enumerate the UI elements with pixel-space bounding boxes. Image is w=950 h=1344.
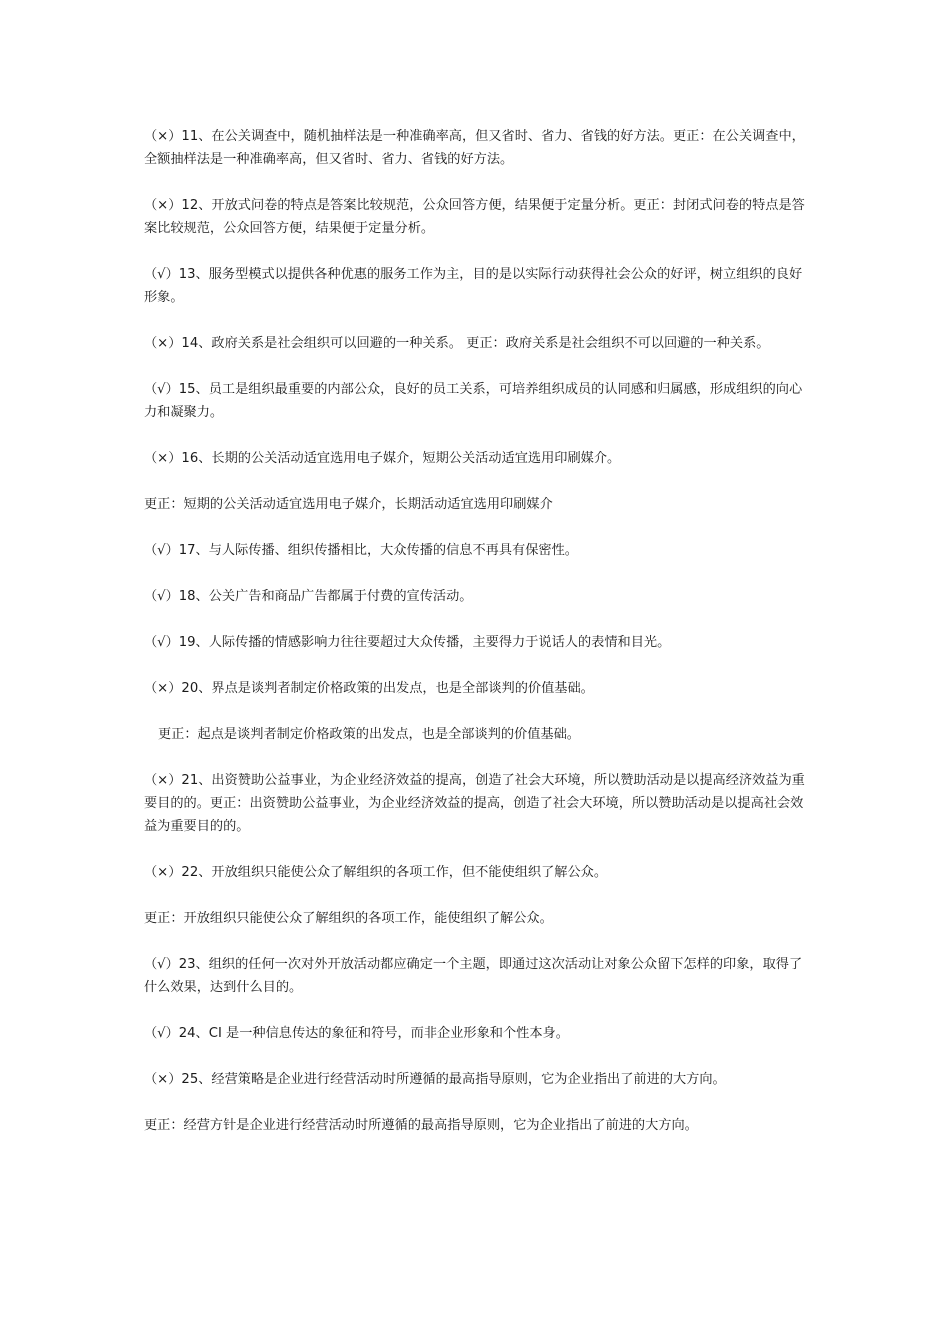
paragraph: 更正：经营方针是企业进行经营活动时所遵循的最高指导原则，它为企业指出了前进的大方向。 xyxy=(144,1118,698,1133)
paragraph: （×）14、政府关系是社会组织可以回避的一种关系。 更正：政府关系是社会组织不可以回避的一种关系。 xyxy=(144,336,770,351)
paragraph: 更正：短期的公关活动适宜选用电子媒介，长期活动适宜选用印刷媒介 xyxy=(144,497,553,512)
paragraph: （√）15、员工是组织最重要的内部公众，良好的员工关系，可培养组织成员的认同感和归属感，形成组织的向心力和凝聚力。 xyxy=(144,382,803,420)
paragraph: （×）25、经营策略是企业进行经营活动时所遵循的最高指导原则，它为企业指出了前进的大方向。 xyxy=(144,1072,726,1087)
paragraph: （×）20、界点是谈判者制定价格政策的出发点，也是全部谈判的价值基础。 xyxy=(144,681,594,696)
paragraph: （√）24、CI 是一种信息传达的象征和符号，而非企业形象和个性本身。 xyxy=(144,1026,569,1041)
paragraph: 更正：开放组织只能使公众了解组织的各项工作，能使组织了解公众。 xyxy=(144,911,553,926)
paragraph: （×）21、出资赞助公益事业，为企业经济效益的提高，创造了社会大环境，所以赞助活动是以提高经济效益为重要目的的。更正：出资赞助公益事业，为企业经济效益的提高，创造了社会大环境，所以赞助活动是以提高社会效益为重要目的的。 xyxy=(144,773,805,834)
paragraph: 更正：起点是谈判者制定价格政策的出发点，也是全部谈判的价值基础。 xyxy=(158,727,580,742)
paragraph: （×）11、在公关调查中，随机抽样法是一种准确率高，但又省时、省力、省钱的好方法。更正：在公关调查中，全额抽样法是一种准确率高，但又省时、省力、省钱的好方法。 xyxy=(144,129,805,167)
document-body xyxy=(144,125,812,1160)
paragraph: （×）22、开放组织只能使公众了解组织的各项工作，但不能使组织了解公众。 xyxy=(144,865,608,880)
paragraph: （√）18、公关广告和商品广告都属于付费的宣传活动。 xyxy=(144,589,473,604)
paragraph: （√）23、组织的任何一次对外开放活动都应确定一个主题，即通过这次活动让对象公众留下怎样的印象，取得了什么效果，达到什么目的。 xyxy=(144,957,803,995)
paragraph: （×）12、开放式问卷的特点是答案比较规范，公众回答方便，结果便于定量分析。更正：封闭式问卷的特点是答案比较规范，公众回答方便，结果便于定量分析。 xyxy=(144,198,805,236)
paragraph: （×）16、长期的公关活动适宜选用电子媒介，短期公关活动适宜选用印刷媒介。 xyxy=(144,451,621,466)
paragraph: （√）13、服务型模式以提供各种优惠的服务工作为主，目的是以实际行动获得社会公众的好评，树立组织的良好形象。 xyxy=(144,267,803,305)
paragraph: （√）19、人际传播的情感影响力往往要超过大众传播，主要得力于说话人的表情和目光。 xyxy=(144,635,671,650)
paragraph: （√）17、与人际传播、组织传播相比，大众传播的信息不再具有保密性。 xyxy=(144,543,578,558)
